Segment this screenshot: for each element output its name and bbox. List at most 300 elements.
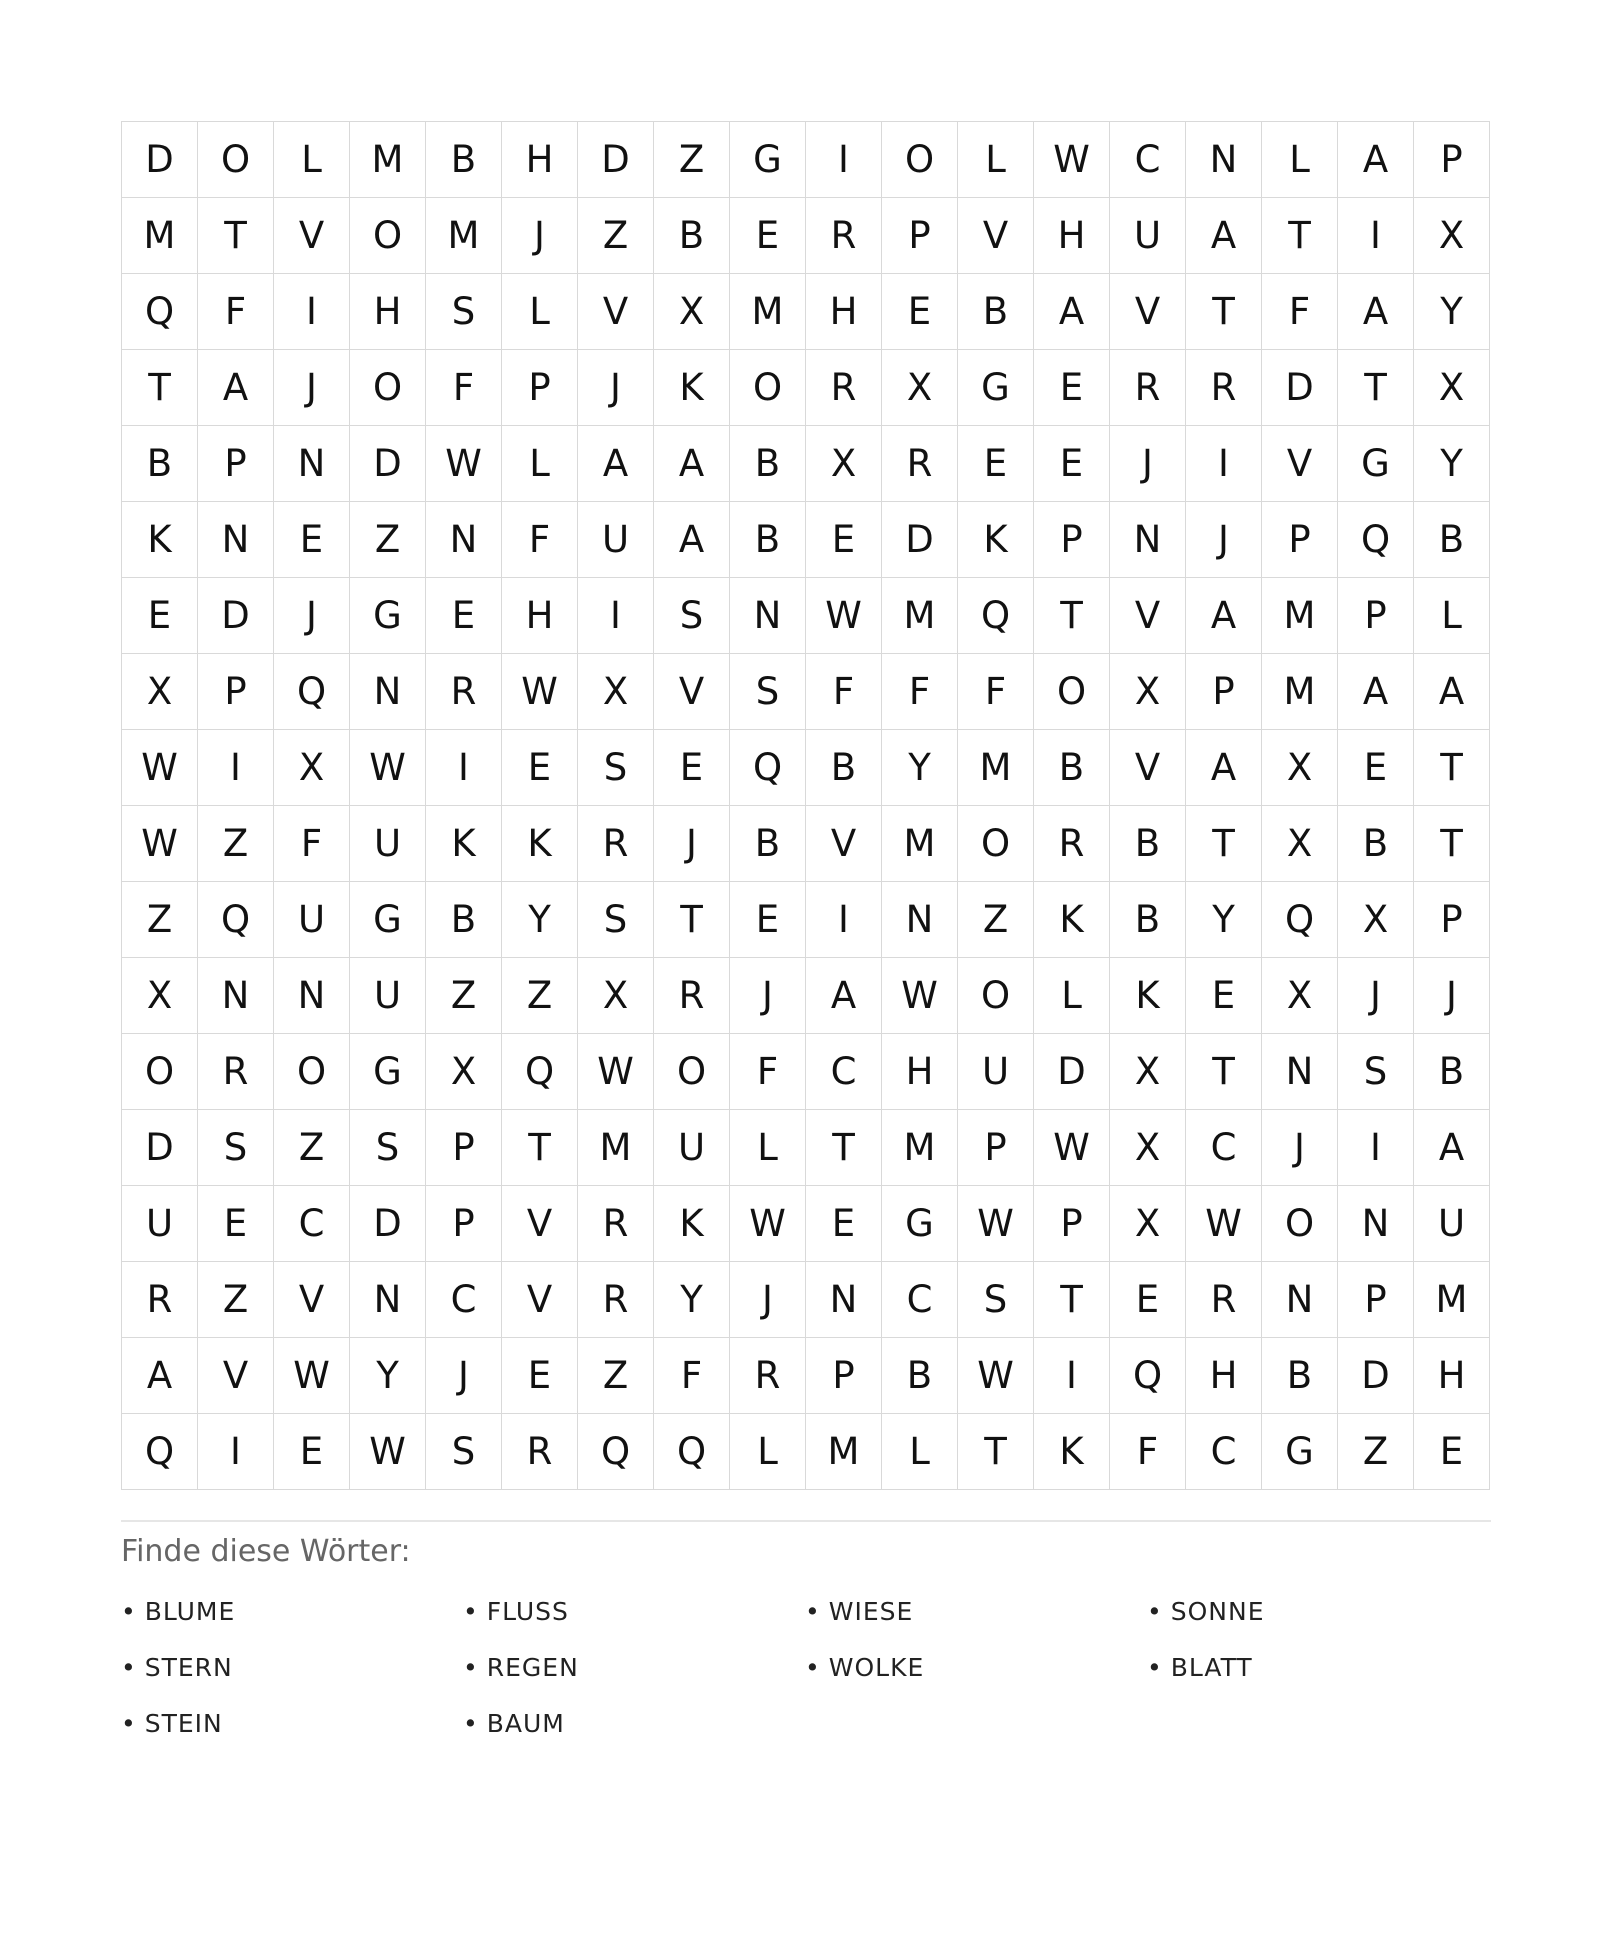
grid-cell[interactable]: W (122, 730, 198, 806)
grid-cell[interactable]: I (1034, 1338, 1110, 1414)
grid-cell[interactable]: L (730, 1414, 806, 1490)
grid-cell[interactable]: A (1034, 274, 1110, 350)
grid-cell[interactable]: K (426, 806, 502, 882)
grid-cell[interactable]: M (1414, 1262, 1490, 1338)
grid-cell[interactable]: D (198, 578, 274, 654)
grid-cell[interactable]: K (1110, 958, 1186, 1034)
grid-cell[interactable]: W (350, 730, 426, 806)
grid-cell[interactable]: I (1338, 1110, 1414, 1186)
grid-cell[interactable]: B (1110, 882, 1186, 958)
grid-cell[interactable]: O (350, 350, 426, 426)
grid-cell[interactable]: Q (1338, 502, 1414, 578)
grid-cell[interactable]: T (1034, 578, 1110, 654)
grid-cell[interactable]: N (1262, 1262, 1338, 1338)
grid-cell[interactable]: F (198, 274, 274, 350)
grid-cell[interactable]: N (882, 882, 958, 958)
grid-cell[interactable]: I (274, 274, 350, 350)
grid-cell[interactable]: J (426, 1338, 502, 1414)
grid-cell[interactable]: P (806, 1338, 882, 1414)
grid-cell[interactable]: O (274, 1034, 350, 1110)
grid-cell[interactable]: W (882, 958, 958, 1034)
grid-cell[interactable]: F (1262, 274, 1338, 350)
grid-cell[interactable]: A (1414, 1110, 1490, 1186)
grid-cell[interactable]: K (654, 1186, 730, 1262)
grid-cell[interactable]: N (1186, 122, 1262, 198)
grid-cell[interactable]: T (1034, 1262, 1110, 1338)
grid-cell[interactable]: F (426, 350, 502, 426)
grid-cell[interactable]: A (1338, 274, 1414, 350)
grid-cell[interactable]: A (1338, 122, 1414, 198)
grid-cell[interactable]: A (1186, 578, 1262, 654)
grid-cell[interactable]: E (274, 1414, 350, 1490)
grid-cell[interactable]: I (198, 730, 274, 806)
grid-cell[interactable]: O (122, 1034, 198, 1110)
grid-cell[interactable]: X (1110, 1034, 1186, 1110)
grid-cell[interactable]: Z (654, 122, 730, 198)
grid-cell[interactable]: B (806, 730, 882, 806)
grid-cell[interactable]: C (1110, 122, 1186, 198)
grid-cell[interactable]: E (806, 502, 882, 578)
grid-cell[interactable]: Q (1110, 1338, 1186, 1414)
grid-cell[interactable]: L (730, 1110, 806, 1186)
grid-cell[interactable]: V (274, 1262, 350, 1338)
grid-cell[interactable]: P (958, 1110, 1034, 1186)
grid-cell[interactable]: V (806, 806, 882, 882)
grid-cell[interactable]: S (730, 654, 806, 730)
grid-cell[interactable]: H (1414, 1338, 1490, 1414)
grid-cell[interactable]: R (578, 1186, 654, 1262)
grid-cell[interactable]: H (1034, 198, 1110, 274)
grid-cell[interactable]: B (958, 274, 1034, 350)
grid-cell[interactable]: X (1110, 654, 1186, 730)
grid-cell[interactable]: R (426, 654, 502, 730)
grid-cell[interactable]: P (1414, 882, 1490, 958)
grid-cell[interactable]: J (654, 806, 730, 882)
grid-cell[interactable]: E (1186, 958, 1262, 1034)
grid-cell[interactable]: K (502, 806, 578, 882)
grid-cell[interactable]: R (1110, 350, 1186, 426)
grid-cell[interactable]: P (426, 1186, 502, 1262)
grid-cell[interactable]: Q (578, 1414, 654, 1490)
grid-cell[interactable]: Q (502, 1034, 578, 1110)
grid-cell[interactable]: H (350, 274, 426, 350)
grid-cell[interactable]: Y (654, 1262, 730, 1338)
grid-cell[interactable]: C (1186, 1414, 1262, 1490)
grid-cell[interactable]: Q (730, 730, 806, 806)
grid-cell[interactable]: A (1186, 198, 1262, 274)
grid-cell[interactable]: B (426, 882, 502, 958)
grid-cell[interactable]: N (274, 426, 350, 502)
grid-cell[interactable]: S (578, 730, 654, 806)
grid-cell[interactable]: B (1110, 806, 1186, 882)
grid-cell[interactable]: U (578, 502, 654, 578)
grid-cell[interactable]: X (1110, 1186, 1186, 1262)
grid-cell[interactable]: C (806, 1034, 882, 1110)
grid-cell[interactable]: D (1262, 350, 1338, 426)
grid-cell[interactable]: D (122, 1110, 198, 1186)
grid-cell[interactable]: A (1414, 654, 1490, 730)
grid-cell[interactable]: N (350, 654, 426, 730)
grid-cell[interactable]: F (958, 654, 1034, 730)
grid-cell[interactable]: L (502, 274, 578, 350)
grid-cell[interactable]: J (502, 198, 578, 274)
grid-cell[interactable]: X (274, 730, 350, 806)
grid-cell[interactable]: S (654, 578, 730, 654)
grid-cell[interactable]: V (1110, 730, 1186, 806)
grid-cell[interactable]: D (122, 122, 198, 198)
grid-cell[interactable]: X (578, 654, 654, 730)
grid-cell[interactable]: W (806, 578, 882, 654)
grid-cell[interactable]: R (882, 426, 958, 502)
grid-cell[interactable]: R (198, 1034, 274, 1110)
grid-cell[interactable]: R (578, 1262, 654, 1338)
grid-cell[interactable]: D (1034, 1034, 1110, 1110)
grid-cell[interactable]: R (578, 806, 654, 882)
grid-cell[interactable]: E (1338, 730, 1414, 806)
grid-cell[interactable]: A (198, 350, 274, 426)
grid-cell[interactable]: P (1262, 502, 1338, 578)
grid-cell[interactable]: W (274, 1338, 350, 1414)
grid-cell[interactable]: Y (350, 1338, 426, 1414)
grid-cell[interactable]: S (350, 1110, 426, 1186)
grid-cell[interactable]: L (502, 426, 578, 502)
grid-cell[interactable]: K (1034, 1414, 1110, 1490)
grid-cell[interactable]: F (1110, 1414, 1186, 1490)
grid-cell[interactable]: H (806, 274, 882, 350)
grid-cell[interactable]: X (1414, 350, 1490, 426)
grid-cell[interactable]: O (730, 350, 806, 426)
grid-cell[interactable]: M (882, 578, 958, 654)
grid-cell[interactable]: H (1186, 1338, 1262, 1414)
grid-cell[interactable]: X (122, 654, 198, 730)
grid-cell[interactable]: P (1414, 122, 1490, 198)
grid-cell[interactable]: C (882, 1262, 958, 1338)
grid-cell[interactable]: O (958, 806, 1034, 882)
grid-cell[interactable]: V (502, 1186, 578, 1262)
grid-cell[interactable]: O (198, 122, 274, 198)
grid-cell[interactable]: E (1414, 1414, 1490, 1490)
grid-cell[interactable]: M (730, 274, 806, 350)
grid-cell[interactable]: X (426, 1034, 502, 1110)
grid-cell[interactable]: V (1110, 274, 1186, 350)
grid-cell[interactable]: E (806, 1186, 882, 1262)
grid-cell[interactable]: Z (578, 1338, 654, 1414)
grid-cell[interactable]: M (1262, 578, 1338, 654)
grid-cell[interactable]: Z (198, 1262, 274, 1338)
grid-cell[interactable]: I (1338, 198, 1414, 274)
grid-cell[interactable]: Z (958, 882, 1034, 958)
grid-cell[interactable]: L (274, 122, 350, 198)
grid-cell[interactable]: M (806, 1414, 882, 1490)
grid-cell[interactable]: T (806, 1110, 882, 1186)
grid-cell[interactable]: M (882, 1110, 958, 1186)
grid-cell[interactable]: E (1034, 426, 1110, 502)
grid-cell[interactable]: T (1262, 198, 1338, 274)
grid-cell[interactable]: W (1034, 122, 1110, 198)
grid-cell[interactable]: U (958, 1034, 1034, 1110)
grid-cell[interactable]: L (882, 1414, 958, 1490)
grid-cell[interactable]: Q (122, 1414, 198, 1490)
grid-cell[interactable]: Z (274, 1110, 350, 1186)
grid-cell[interactable]: Z (122, 882, 198, 958)
grid-cell[interactable]: L (1262, 122, 1338, 198)
grid-cell[interactable]: N (730, 578, 806, 654)
grid-cell[interactable]: V (502, 1262, 578, 1338)
grid-cell[interactable]: A (1338, 654, 1414, 730)
grid-cell[interactable]: D (882, 502, 958, 578)
grid-cell[interactable]: B (1414, 1034, 1490, 1110)
grid-cell[interactable]: U (1414, 1186, 1490, 1262)
grid-cell[interactable]: B (730, 806, 806, 882)
grid-cell[interactable]: P (1034, 502, 1110, 578)
grid-cell[interactable]: N (426, 502, 502, 578)
grid-cell[interactable]: Y (1414, 274, 1490, 350)
grid-cell[interactable]: T (122, 350, 198, 426)
grid-cell[interactable]: N (806, 1262, 882, 1338)
grid-cell[interactable]: Z (350, 502, 426, 578)
grid-cell[interactable]: T (502, 1110, 578, 1186)
grid-cell[interactable]: E (1110, 1262, 1186, 1338)
grid-cell[interactable]: M (1262, 654, 1338, 730)
grid-cell[interactable]: K (958, 502, 1034, 578)
grid-cell[interactable]: C (426, 1262, 502, 1338)
grid-cell[interactable]: H (882, 1034, 958, 1110)
grid-cell[interactable]: A (578, 426, 654, 502)
grid-cell[interactable]: O (882, 122, 958, 198)
grid-cell[interactable]: W (578, 1034, 654, 1110)
grid-cell[interactable]: U (1110, 198, 1186, 274)
grid-cell[interactable]: W (958, 1338, 1034, 1414)
grid-cell[interactable]: M (426, 198, 502, 274)
grid-cell[interactable]: H (502, 578, 578, 654)
grid-cell[interactable]: F (654, 1338, 730, 1414)
grid-cell[interactable]: A (806, 958, 882, 1034)
grid-cell[interactable]: D (350, 1186, 426, 1262)
grid-cell[interactable]: W (350, 1414, 426, 1490)
grid-cell[interactable]: I (198, 1414, 274, 1490)
grid-cell[interactable]: F (274, 806, 350, 882)
grid-cell[interactable]: S (578, 882, 654, 958)
grid-cell[interactable]: P (426, 1110, 502, 1186)
grid-cell[interactable]: R (1186, 1262, 1262, 1338)
grid-cell[interactable]: X (1262, 958, 1338, 1034)
grid-cell[interactable]: L (1034, 958, 1110, 1034)
grid-cell[interactable]: J (274, 350, 350, 426)
grid-cell[interactable]: P (1338, 1262, 1414, 1338)
grid-cell[interactable]: J (274, 578, 350, 654)
grid-cell[interactable]: J (1186, 502, 1262, 578)
grid-cell[interactable]: J (730, 958, 806, 1034)
grid-cell[interactable]: J (1110, 426, 1186, 502)
grid-cell[interactable]: A (1186, 730, 1262, 806)
grid-cell[interactable]: U (350, 958, 426, 1034)
grid-cell[interactable]: G (958, 350, 1034, 426)
grid-cell[interactable]: U (350, 806, 426, 882)
grid-cell[interactable]: G (350, 882, 426, 958)
grid-cell[interactable]: E (882, 274, 958, 350)
grid-cell[interactable]: R (122, 1262, 198, 1338)
grid-cell[interactable]: T (1338, 350, 1414, 426)
grid-cell[interactable]: P (1034, 1186, 1110, 1262)
grid-cell[interactable]: R (806, 198, 882, 274)
grid-cell[interactable]: S (198, 1110, 274, 1186)
grid-cell[interactable]: Z (1338, 1414, 1414, 1490)
grid-cell[interactable]: K (122, 502, 198, 578)
grid-cell[interactable]: M (882, 806, 958, 882)
grid-cell[interactable]: U (122, 1186, 198, 1262)
grid-cell[interactable]: N (1262, 1034, 1338, 1110)
grid-cell[interactable]: Q (274, 654, 350, 730)
grid-cell[interactable]: R (1186, 350, 1262, 426)
grid-cell[interactable]: R (1034, 806, 1110, 882)
grid-cell[interactable]: Q (122, 274, 198, 350)
grid-cell[interactable]: Q (198, 882, 274, 958)
grid-cell[interactable]: B (882, 1338, 958, 1414)
grid-cell[interactable]: G (1338, 426, 1414, 502)
grid-cell[interactable]: F (882, 654, 958, 730)
grid-cell[interactable]: I (1186, 426, 1262, 502)
grid-cell[interactable]: X (654, 274, 730, 350)
grid-cell[interactable]: A (654, 502, 730, 578)
grid-cell[interactable]: E (502, 1338, 578, 1414)
grid-cell[interactable]: E (122, 578, 198, 654)
grid-cell[interactable]: G (350, 1034, 426, 1110)
grid-cell[interactable]: E (426, 578, 502, 654)
grid-cell[interactable]: Z (198, 806, 274, 882)
grid-cell[interactable]: W (1186, 1186, 1262, 1262)
grid-cell[interactable]: S (426, 274, 502, 350)
grid-cell[interactable]: C (1186, 1110, 1262, 1186)
grid-cell[interactable]: A (654, 426, 730, 502)
grid-cell[interactable]: B (1034, 730, 1110, 806)
grid-cell[interactable]: V (1110, 578, 1186, 654)
grid-cell[interactable]: X (122, 958, 198, 1034)
grid-cell[interactable]: P (1338, 578, 1414, 654)
grid-cell[interactable]: D (1338, 1338, 1414, 1414)
grid-cell[interactable]: O (958, 958, 1034, 1034)
grid-cell[interactable]: I (806, 122, 882, 198)
grid-cell[interactable]: N (198, 502, 274, 578)
grid-cell[interactable]: Y (502, 882, 578, 958)
grid-cell[interactable]: B (122, 426, 198, 502)
grid-cell[interactable]: T (198, 198, 274, 274)
grid-cell[interactable]: F (806, 654, 882, 730)
grid-cell[interactable]: X (1338, 882, 1414, 958)
grid-cell[interactable]: B (426, 122, 502, 198)
grid-cell[interactable]: E (274, 502, 350, 578)
grid-cell[interactable]: P (502, 350, 578, 426)
grid-cell[interactable]: M (578, 1110, 654, 1186)
grid-cell[interactable]: K (654, 350, 730, 426)
grid-cell[interactable]: X (1262, 806, 1338, 882)
grid-cell[interactable]: R (806, 350, 882, 426)
grid-cell[interactable]: N (198, 958, 274, 1034)
grid-cell[interactable]: M (122, 198, 198, 274)
grid-cell[interactable]: C (274, 1186, 350, 1262)
grid-cell[interactable]: X (1110, 1110, 1186, 1186)
grid-cell[interactable]: T (1186, 806, 1262, 882)
grid-cell[interactable]: N (274, 958, 350, 1034)
grid-cell[interactable]: T (1414, 806, 1490, 882)
grid-cell[interactable]: T (958, 1414, 1034, 1490)
grid-cell[interactable]: E (198, 1186, 274, 1262)
grid-cell[interactable]: Q (654, 1414, 730, 1490)
grid-cell[interactable]: J (1414, 958, 1490, 1034)
grid-cell[interactable]: R (502, 1414, 578, 1490)
grid-cell[interactable]: V (958, 198, 1034, 274)
grid-cell[interactable]: X (806, 426, 882, 502)
grid-cell[interactable]: V (1262, 426, 1338, 502)
grid-cell[interactable]: D (578, 122, 654, 198)
grid-cell[interactable]: Y (882, 730, 958, 806)
grid-cell[interactable]: G (350, 578, 426, 654)
grid-cell[interactable]: X (1262, 730, 1338, 806)
grid-cell[interactable]: B (1262, 1338, 1338, 1414)
grid-cell[interactable]: Y (1186, 882, 1262, 958)
grid-cell[interactable]: Q (958, 578, 1034, 654)
grid-cell[interactable]: X (578, 958, 654, 1034)
grid-cell[interactable]: N (1338, 1186, 1414, 1262)
grid-cell[interactable]: S (958, 1262, 1034, 1338)
grid-cell[interactable]: O (654, 1034, 730, 1110)
grid-cell[interactable]: O (350, 198, 426, 274)
grid-cell[interactable]: G (1262, 1414, 1338, 1490)
grid-cell[interactable]: I (426, 730, 502, 806)
grid-cell[interactable]: O (1262, 1186, 1338, 1262)
grid-cell[interactable]: X (882, 350, 958, 426)
grid-cell[interactable]: V (578, 274, 654, 350)
grid-cell[interactable]: T (1186, 274, 1262, 350)
grid-cell[interactable]: P (198, 654, 274, 730)
grid-cell[interactable]: I (806, 882, 882, 958)
grid-cell[interactable]: B (730, 426, 806, 502)
grid-cell[interactable]: E (1034, 350, 1110, 426)
grid-cell[interactable]: B (730, 502, 806, 578)
grid-cell[interactable]: W (730, 1186, 806, 1262)
grid-cell[interactable]: S (1338, 1034, 1414, 1110)
grid-cell[interactable]: R (730, 1338, 806, 1414)
grid-cell[interactable]: M (958, 730, 1034, 806)
grid-cell[interactable]: S (426, 1414, 502, 1490)
grid-cell[interactable]: W (502, 654, 578, 730)
grid-cell[interactable]: J (578, 350, 654, 426)
grid-cell[interactable]: K (1034, 882, 1110, 958)
grid-cell[interactable]: V (274, 198, 350, 274)
grid-cell[interactable]: H (502, 122, 578, 198)
grid-cell[interactable]: B (654, 198, 730, 274)
grid-cell[interactable]: J (730, 1262, 806, 1338)
grid-cell[interactable]: T (1414, 730, 1490, 806)
grid-cell[interactable]: F (730, 1034, 806, 1110)
grid-cell[interactable]: Y (1414, 426, 1490, 502)
grid-cell[interactable]: Q (1262, 882, 1338, 958)
grid-cell[interactable]: G (882, 1186, 958, 1262)
grid-cell[interactable]: E (502, 730, 578, 806)
grid-cell[interactable]: P (1186, 654, 1262, 730)
grid-cell[interactable]: W (426, 426, 502, 502)
grid-cell[interactable]: E (730, 882, 806, 958)
grid-cell[interactable]: X (1414, 198, 1490, 274)
grid-cell[interactable]: P (882, 198, 958, 274)
grid-cell[interactable]: T (654, 882, 730, 958)
grid-cell[interactable]: A (122, 1338, 198, 1414)
grid-cell[interactable]: E (730, 198, 806, 274)
grid-cell[interactable]: G (730, 122, 806, 198)
grid-cell[interactable]: E (958, 426, 1034, 502)
grid-cell[interactable]: R (654, 958, 730, 1034)
grid-cell[interactable]: P (198, 426, 274, 502)
grid-cell[interactable]: U (654, 1110, 730, 1186)
